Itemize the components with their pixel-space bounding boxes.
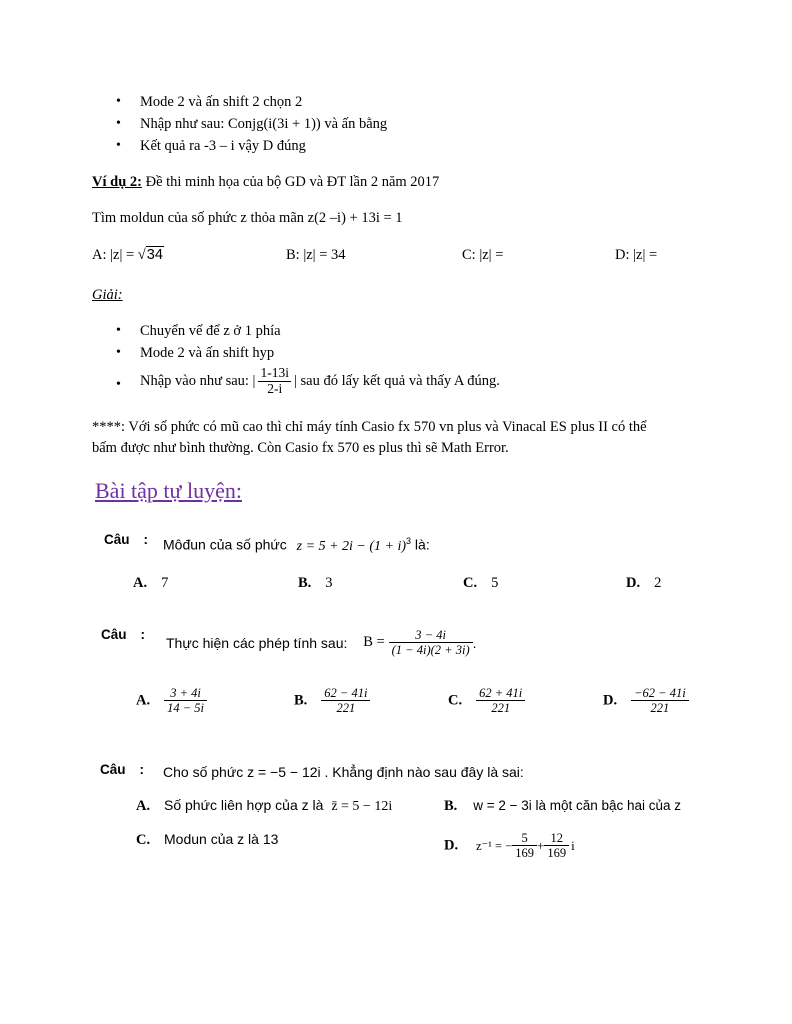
- solution-bullet-list: [92, 323, 281, 367]
- bullet-text: Kết quả ra -3 – i vậy D đúng: [140, 138, 306, 154]
- sqrt-sign: √: [137, 247, 146, 263]
- bullet-item-fraction: [92, 366, 500, 397]
- fraction-numerator: −62 − 41i: [631, 686, 689, 701]
- sqrt-radicand: 34: [146, 247, 163, 263]
- fraction-numerator: 1-13i: [260, 365, 289, 380]
- option-label: B.: [298, 575, 312, 591]
- cau-word: Câu: [100, 762, 126, 777]
- option-label: C.: [448, 692, 463, 709]
- bullet-text: Nhập vào như sau: |: [140, 372, 256, 389]
- question-3-option-a: [136, 797, 392, 815]
- cau-colon: :: [139, 762, 145, 777]
- option-label: C.: [463, 575, 478, 591]
- fraction-5-over-169: [512, 831, 537, 861]
- option-label: D.: [444, 837, 459, 854]
- question-2-option-b: [294, 686, 370, 716]
- problem-statement: Tìm moldun của số phức z thỏa mãn z(2 –i) + 13i = 1: [92, 210, 403, 226]
- question-expression: z = 5 + 2i − (1 + i): [296, 538, 407, 554]
- question-3-text: Cho số phức z = −5 − 12i . Khẳng định nào sau đây là sai:: [163, 764, 524, 780]
- question-3-label: [100, 762, 144, 777]
- bullet-item: [92, 323, 281, 345]
- question-2-text: [166, 628, 477, 668]
- fraction-denominator: 221: [491, 701, 511, 716]
- example-text: Đề thi minh họa của bộ GD và ĐT lần 2 năm 2017: [141, 174, 440, 190]
- bullet-dot: •: [116, 377, 121, 392]
- note-line-2: bấm được như bình thường. Còn Casio fx 570 es plus thì sẽ Math Error.: [92, 440, 509, 456]
- option-label: B.: [444, 798, 458, 814]
- question-3-option-b: [444, 797, 681, 815]
- question-3-option-c: [136, 831, 278, 849]
- question-text: Thực hiện các phép tính sau:: [166, 634, 348, 651]
- question-1-text: [163, 536, 430, 555]
- bullet-text: Mode 2 và ấn shift hyp: [140, 345, 275, 361]
- option-expression: z⁻¹ = −: [476, 838, 513, 853]
- option-value: 7: [161, 575, 169, 591]
- fraction-numerator: 12: [544, 831, 569, 846]
- question-1-option-c: [463, 574, 498, 592]
- question-2-option-d: [603, 686, 689, 716]
- option-value: 3: [325, 575, 333, 591]
- plus-sign: +: [537, 837, 545, 853]
- option-label: A.: [136, 798, 151, 814]
- fraction-numerator: 62 + 41i: [476, 686, 525, 701]
- fraction-numerator: 62 − 41i: [321, 686, 370, 701]
- fraction-denominator: (1 − 4i)(2 + 3i): [391, 643, 470, 658]
- fraction-numerator: 3 − 4i: [389, 628, 473, 643]
- fraction-numerator: 3 + 4i: [164, 686, 207, 701]
- option-text: Số phức liên hợp của z là: [164, 797, 324, 813]
- option-text: Modun của z là 13: [164, 831, 279, 847]
- bullet-text: Nhập như sau: Conjg(i(3i + 1)) và ấn bằng: [140, 116, 388, 132]
- bullet-item: [92, 94, 387, 116]
- fraction-1-13i-over-2-i: [258, 366, 291, 397]
- option-label: C.: [136, 832, 151, 848]
- bullet-text: Chuyển vế để z ở 1 phía: [140, 323, 281, 339]
- option-expression: z̄ = 5 − 12i: [331, 799, 393, 814]
- period: .: [472, 634, 477, 651]
- bullet-item: [92, 116, 387, 138]
- option-label: A.: [133, 575, 148, 591]
- section-heading: Bài tập tự luyện:: [95, 478, 242, 503]
- fraction-numerator: 5: [512, 831, 537, 846]
- question-1-option-d: [626, 574, 661, 592]
- option-text: w = 2 − 3i là một căn bậc hai của z: [473, 798, 682, 813]
- option-fraction: [631, 686, 689, 716]
- question-2-option-a: [136, 686, 207, 716]
- fraction-12-over-169: [544, 831, 569, 861]
- option-fraction: [321, 686, 370, 716]
- bullet-item: [92, 345, 281, 367]
- note-line-1: ****: Với số phức có mũ cao thì chỉ máy tính Casio fx 570 vn plus và Vinacal ES plus II có thể: [92, 419, 647, 435]
- option-value: 5: [491, 575, 499, 591]
- fraction-denominator: 169: [515, 846, 534, 861]
- question-tail: là:: [414, 536, 430, 553]
- exponent: 3: [406, 536, 412, 546]
- cau-colon: :: [143, 532, 149, 547]
- question-1-option-b: [298, 574, 333, 592]
- cau-colon: :: [140, 627, 146, 642]
- option-fraction: [164, 686, 207, 716]
- choice-a: [92, 247, 164, 264]
- solution-label: Giải:: [92, 287, 123, 303]
- bullet-text: | sau đó lấy kết quả và thấy A đúng.: [293, 372, 500, 389]
- question-text: Môđun của số phức: [163, 536, 287, 553]
- fraction-denominator: 221: [336, 701, 356, 716]
- option-value: 2: [654, 575, 662, 591]
- cau-word: Câu: [101, 627, 127, 642]
- choice-b: B: |z| = 34: [286, 247, 346, 263]
- option-label: B.: [294, 692, 308, 709]
- question-2-label: [101, 627, 145, 642]
- question-2-option-c: [448, 686, 525, 716]
- cau-word: Câu: [104, 532, 130, 547]
- fraction-denominator: 169: [547, 846, 567, 861]
- option-label: D.: [626, 575, 641, 591]
- bullet-text: Mode 2 và ấn shift 2 chọn 2: [140, 94, 303, 110]
- question-1-label: [104, 532, 148, 547]
- top-bullet-list: [92, 94, 387, 160]
- example-heading: [92, 174, 439, 191]
- option-label: A.: [136, 692, 151, 709]
- expression-b-equals: B =: [363, 634, 385, 651]
- choice-d: D: |z| =: [615, 247, 658, 263]
- fraction-denominator: 14 − 5i: [167, 701, 205, 716]
- option-label: D.: [603, 692, 618, 709]
- expression-fraction: [389, 628, 473, 658]
- choice-a-prefix: A: |z| =: [92, 247, 138, 263]
- choice-c: C: |z| =: [462, 247, 504, 263]
- imaginary-unit: i: [571, 837, 575, 853]
- sqrt-expression: [138, 247, 164, 264]
- fraction-denominator: 2-i: [267, 380, 283, 396]
- fraction-denominator: 221: [650, 701, 670, 716]
- bullet-item: [92, 138, 387, 160]
- example-label: Ví dụ 2:: [92, 174, 142, 190]
- option-fraction: [476, 686, 525, 716]
- question-1-option-a: [133, 574, 168, 592]
- question-3-option-d: [444, 831, 575, 867]
